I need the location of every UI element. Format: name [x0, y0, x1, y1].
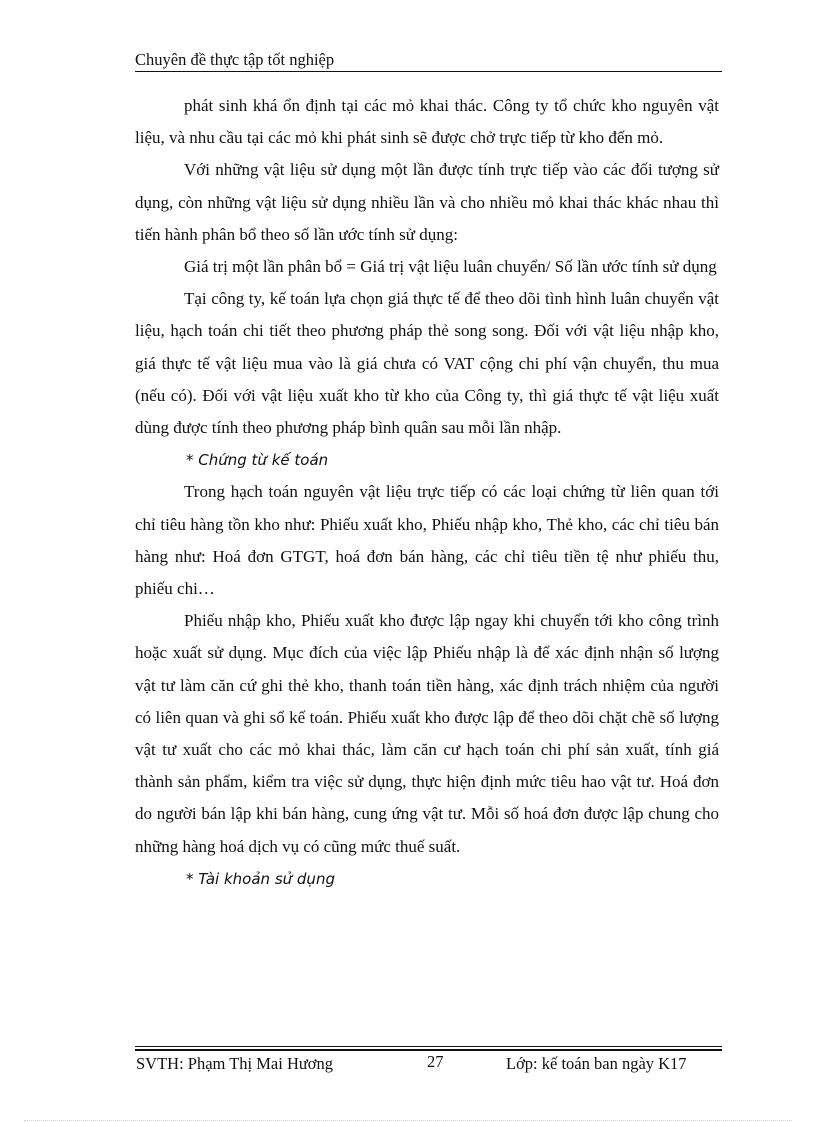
paragraph-valuation: Tại công ty, kế toán lựa chọn giá thực tế để theo dõi tình hình luân chuyển vật liệu, hạch toán chi tiết theo phương pháp thẻ song song. Đối với vật liệu nhập kho, giá thực tế vật liệu mua vào là giá chưa có VAT cộng chi phí vận chuyển, thu mua (nếu có). Đối với vật liệu xuất kho từ kho của Công ty, thì giá thực tế vật liệu xuất dùng được tính theo phương pháp bình quân sau mỗi lần nhập.	[135, 289, 719, 438]
header-divider	[135, 71, 722, 72]
footer-divider-bottom	[135, 1049, 722, 1051]
paragraph-allocation: Với những vật liệu sử dụng một lần được tính trực tiếp vào các đối tượng sử dụng, còn những vật liệu sử dụng nhiều lần và cho nhiều mỏ khai thác khác nhau thì tiến hành phân bổ theo số lần ước tính sử dụng:	[135, 160, 719, 244]
section-heading-vouchers: * Chứng từ kế toán	[186, 451, 329, 470]
header-title: Chuyên đề thực tập tốt nghiệp	[135, 50, 335, 69]
paragraph-formula: Giá trị một lần phân bổ = Giá trị vật liệu luân chuyển/ Số lần ước tính sử dụng	[184, 257, 717, 277]
footer-divider-top	[135, 1046, 722, 1047]
document-body	[135, 90, 719, 895]
footer-author: SVTH: Phạm Thị Mai Hương	[136, 1054, 334, 1073]
page-edge-divider	[24, 1120, 792, 1121]
footer-class-info: Lớp: kế toán ban ngày K17	[506, 1054, 687, 1073]
section-heading-accounts: * Tài khoản sử dụng	[186, 869, 335, 888]
paragraph-receipts-issues: Phiếu nhập kho, Phiếu xuất kho được lập ngay khi chuyển tới kho công trình hoặc xuất sử dụng. Mục đích của việc lập Phiếu nhập là để xác định nhận số lượng vật tư làm căn cứ ghi thẻ kho, thanh toán tiền hàng, xác định trách nhiệm của người có liên quan và ghi sổ kế toán. Phiếu xuất kho được lập để theo dõi chặt chẽ số lượng vật tư xuất cho các mỏ khai thác, làm căn cư hạch toán chi phí sản xuất, tính giá thành sản phẩm, kiểm tra việc sử dụng, thực hiện định mức tiêu hao vật tư. Hoá đơn do người bán lập khi bán hàng, cung ứng vật tư. Mỗi số hoá đơn được lập chung cho những hàng hoá dịch vụ có cũng mức thuế suất.	[135, 611, 719, 856]
paragraph-vouchers: Trong hạch toán nguyên vật liệu trực tiếp có các loại chứng từ liên quan tới chỉ tiêu hàng tồn kho như: Phiếu xuất kho, Phiếu nhập kho, Thẻ kho, các chỉ tiêu bán hàng như: Hoá đơn GTGT, hoá đơn bán hàng, các chỉ tiêu tiền tệ như phiếu thu, phiếu chi…	[135, 482, 719, 599]
paragraph-continuation: phát sinh khá ổn định tại các mỏ khai thác. Công ty tổ chức kho nguyên vật liệu, và nhu cầu tại các mỏ khi phát sinh sẽ được chở trực tiếp từ kho đến mỏ.	[135, 96, 719, 148]
footer-page-number: 27	[427, 1052, 444, 1071]
